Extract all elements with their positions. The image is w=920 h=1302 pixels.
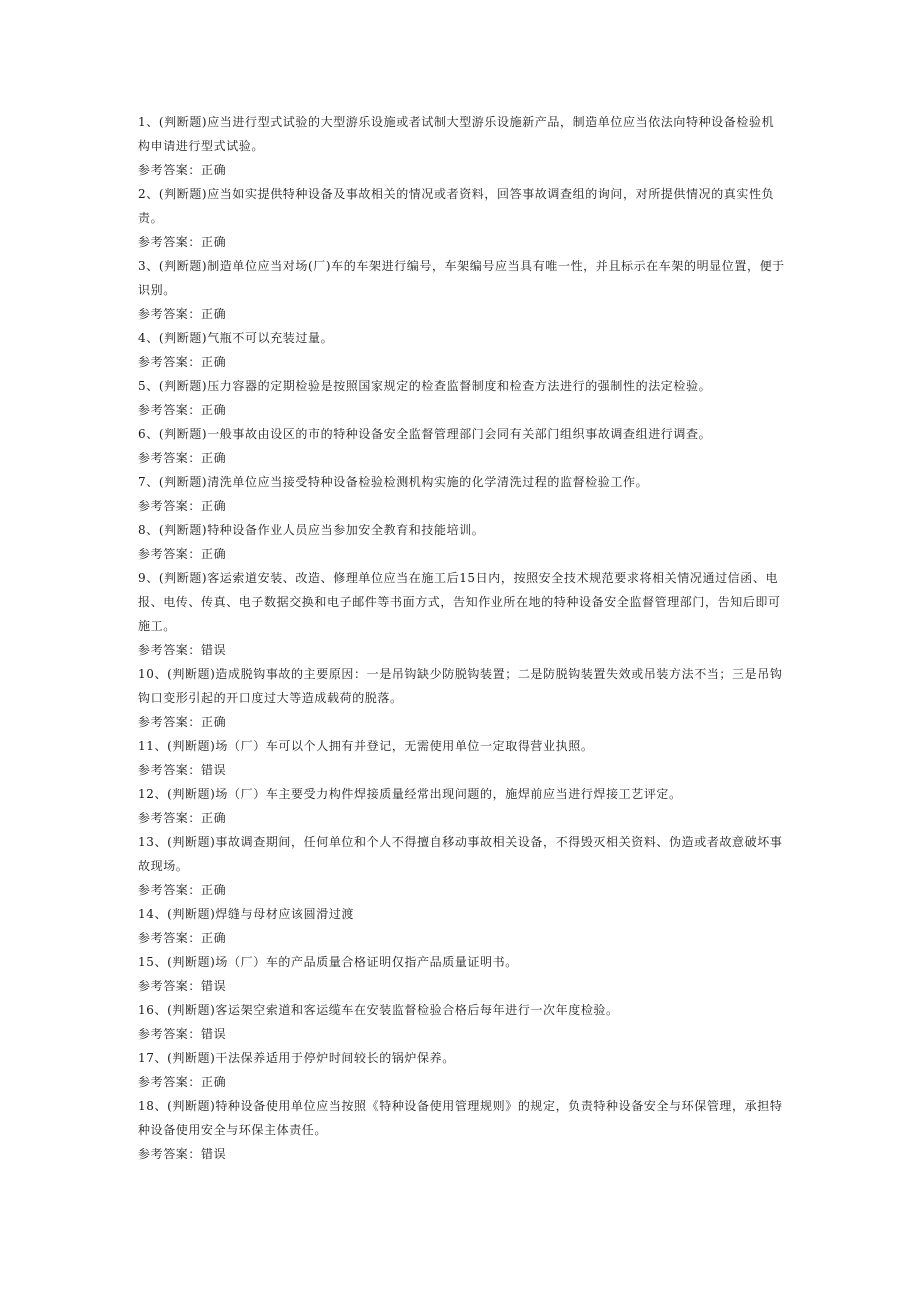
question-text: 12、(判断题)场（厂）车主要受力构件焊接质量经常出现问题的，施焊前应当进行焊接工艺评定。 (138, 787, 682, 801)
answer-text: 参考答案：正确 (138, 235, 227, 249)
question-list (138, 110, 786, 1166)
answer-text: 参考答案：正确 (138, 1075, 227, 1089)
question-text: 9、(判断题)客运索道安装、改造、修理单位应当在施工后15日内，按照安全技术规范要求将相关情况通过信函、电报、电传、传真、电子数据交换和电子邮件等书面方式，告知作业所在地的特种设备安全监督管理部门，告知后即可施工。 (138, 571, 781, 633)
answer-text: 参考答案：正确 (138, 403, 227, 417)
answer-text: 参考答案：正确 (138, 355, 227, 369)
answer-text: 参考答案：正确 (138, 547, 227, 561)
question-text: 10、(判断题)造成脱钩事故的主要原因：一是吊钩缺少防脱钩装置；二是防脱钩装置失效或吊装方法不当；三是吊钩钩口变形引起的开口度过大等造成载荷的脱落。 (138, 667, 783, 705)
answer-text: 参考答案：错误 (138, 763, 227, 777)
question-text: 17、(判断题)干法保养适用于停炉时间较长的锅炉保养。 (138, 1051, 455, 1065)
question-text: 11、(判断题)场（厂）车可以个人拥有并登记，无需使用单位一定取得营业执照。 (138, 739, 594, 753)
answer-text: 参考答案：正确 (138, 883, 227, 897)
answer-text: 参考答案：错误 (138, 979, 227, 993)
question-text: 4、(判断题)气瓶不可以充装过量。 (138, 331, 334, 345)
answer-text: 参考答案：正确 (138, 451, 227, 465)
question-text: 14、(判断题)焊缝与母材应该圆滑过渡 (138, 907, 355, 921)
question-text: 5、(判断题)压力容器的定期检验是按照国家规定的检查监督制度和检查方法进行的强制性的法定检验。 (138, 379, 712, 393)
question-text: 18、(判断题)特种设备使用单位应当按照《特种设备使用管理规则》的规定，负责特种设备安全与环保管理，承担特种设备使用安全与环保主体责任。 (138, 1099, 783, 1137)
question-text: 8、(判断题)特种设备作业人员应当参加安全教育和技能培训。 (138, 523, 485, 537)
answer-text: 参考答案：正确 (138, 499, 227, 513)
answer-text: 参考答案：错误 (138, 1147, 227, 1161)
question-text: 2、(判断题)应当如实提供特种设备及事故相关的情况或者资料，回答事故调查组的询问，对所提供情况的真实性负责。 (138, 187, 775, 225)
answer-text: 参考答案：错误 (138, 1027, 227, 1041)
question-text: 3、(判断题)制造单位应当对场(厂)车的车架进行编号，车架编号应当具有唯一性，并且标示在车架的明显位置，便于识别。 (138, 259, 785, 297)
question-text: 1、(判断题)应当进行型式试验的大型游乐设施或者试制大型游乐设施新产品，制造单位应当依法向特种设备检验机构申请进行型式试验。 (138, 115, 775, 153)
question-text: 16、(判断题)客运架空索道和客运缆车在安装监督检验合格后每年进行一次年度检验。 (138, 1003, 619, 1017)
question-text: 15、(判断题)场（厂）车的产品质量合格证明仅指产品质量证明书。 (138, 955, 518, 969)
answer-text: 参考答案：正确 (138, 307, 227, 321)
question-text: 6、(判断题)一般事故由设区的市的特种设备安全监督管理部门会同有关部门组织事故调查组进行调查。 (138, 427, 712, 441)
answer-text: 参考答案：错误 (138, 643, 227, 657)
answer-text: 参考答案：正确 (138, 811, 227, 825)
answer-text: 参考答案：正确 (138, 715, 227, 729)
answer-text: 参考答案：正确 (138, 163, 227, 177)
question-text: 13、(判断题)事故调查期间，任何单位和个人不得擅自移动事故相关设备，不得毁灭相关资料、伪造或者故意破坏事故现场。 (138, 835, 783, 873)
answer-text: 参考答案：正确 (138, 931, 227, 945)
question-text: 7、(判断题)清洗单位应当接受特种设备检验检测机构实施的化学清洗过程的监督检验工作。 (138, 475, 649, 489)
